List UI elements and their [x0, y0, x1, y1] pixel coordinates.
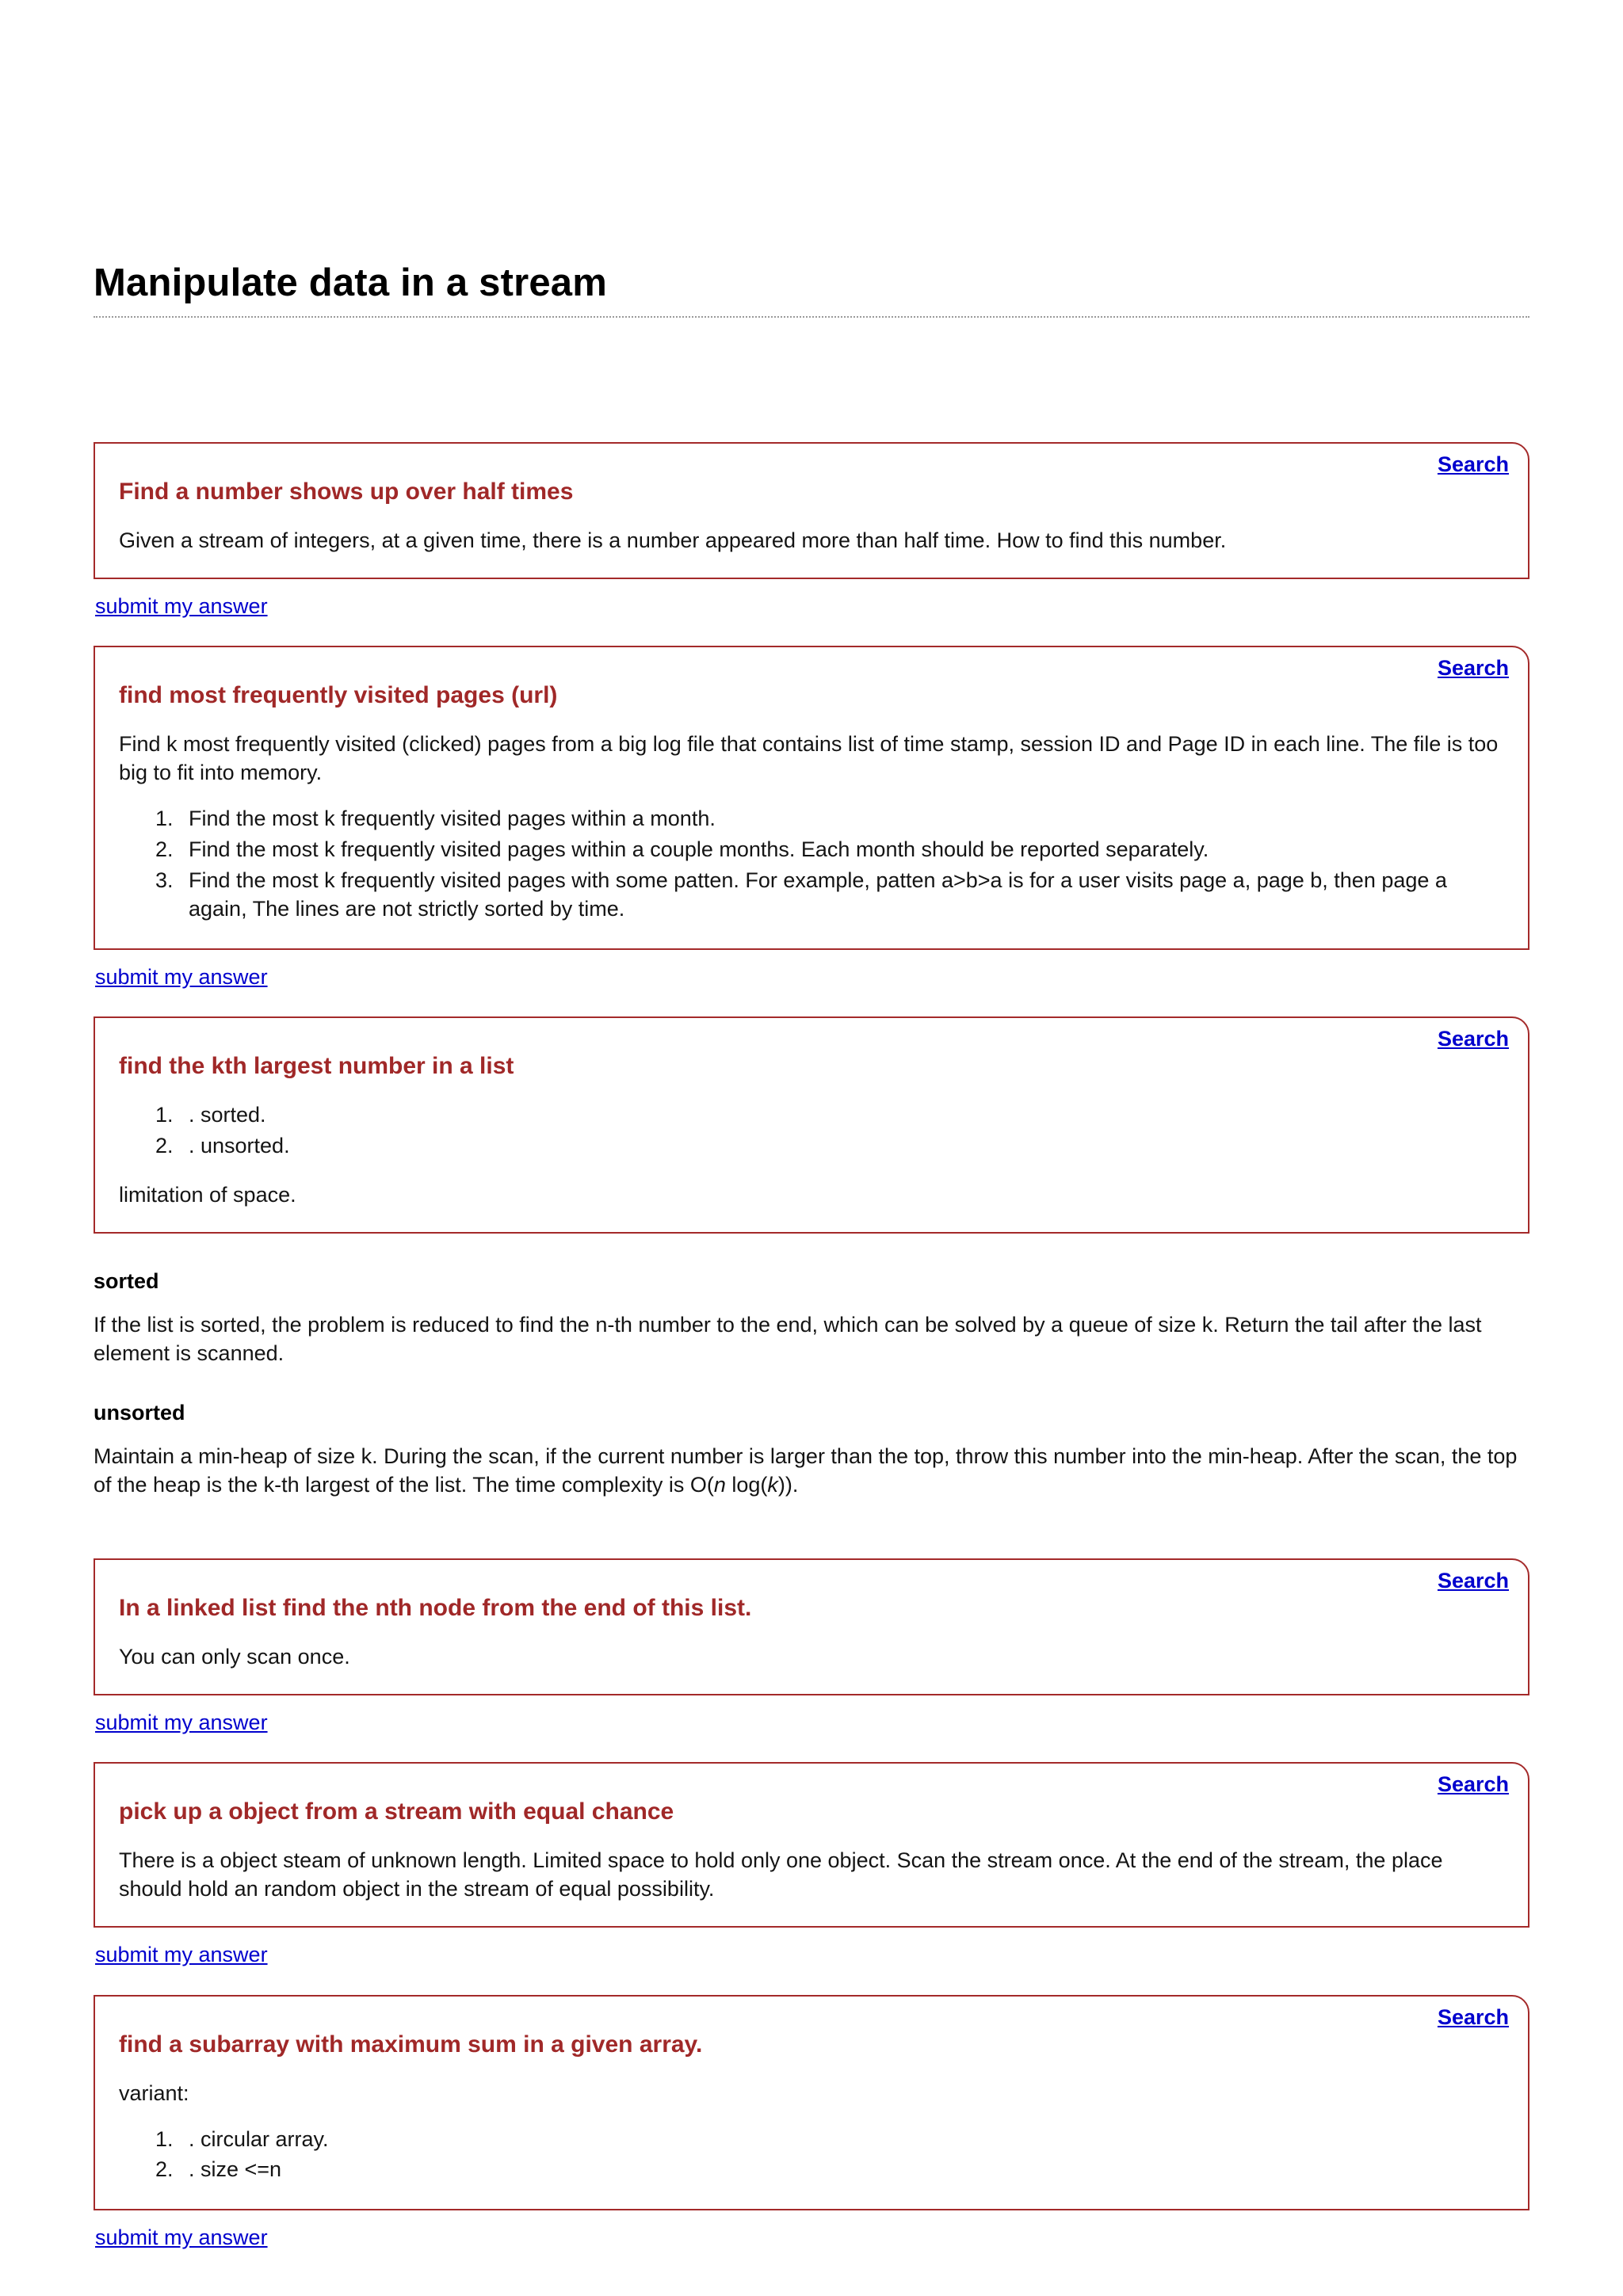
box-spacer — [94, 990, 1529, 1016]
page-title: Manipulate data in a stream — [94, 261, 1529, 318]
page-title-container — [94, 0, 1529, 318]
question-box-nth-node — [94, 1558, 1529, 1695]
answer-section-text: If the list is sorted, the problem is reduced to find the n-th number to the end, which can be solved by a queue of size k. Return the tail after the last element is scanned. — [94, 1313, 1482, 1366]
submit-my-answer-link[interactable]: submit my answer — [95, 964, 268, 989]
question-title: pick up a object from a stream with equal chance — [119, 1798, 674, 1825]
question-title: Find a number shows up over half times — [119, 478, 574, 505]
answer-text-suffix: )). — [777, 1473, 799, 1497]
question-ordered-list — [119, 2126, 1504, 2185]
question-box-max-subarray — [94, 1995, 1529, 2211]
list-item: 2. . size <=n — [179, 2156, 1504, 2184]
question-title: find a subarray with maximum sum in a given array. — [119, 2031, 703, 2058]
list-item: 3. Find the most k frequently visited pages with some patten. For example, patten a>b>a is for a user visits page a, page b, then page a again, The lines are not strictly sorted by time. — [179, 867, 1504, 924]
search-link[interactable]: Search — [1437, 2004, 1509, 2029]
list-item: 2. Find the most k frequently visited pages within a couple months. Each month should be reported separately. — [179, 836, 1504, 864]
list-item: 1. Find the most k frequently visited pages within a month. — [179, 805, 1504, 833]
question-box-equal-chance — [94, 1762, 1529, 1928]
question-note: limitation of space. — [119, 1182, 296, 1207]
search-link[interactable]: Search — [1437, 1772, 1509, 1797]
question-box-half-times — [94, 442, 1529, 579]
answer-section-unsorted — [94, 1400, 1529, 1500]
question-ordered-list — [119, 805, 1504, 924]
question-text: Find k most frequently visited (clicked) pages from a big log file that contains list of time stamp, session ID and Page ID in each line. The file is too big to fit into memory. — [119, 732, 1499, 785]
math-variable-n: n — [713, 1473, 726, 1497]
list-item: 2. . unsorted. — [179, 1132, 1504, 1161]
box-spacer — [94, 1968, 1529, 1995]
submit-my-answer-link[interactable]: submit my answer — [95, 593, 268, 618]
box-spacer — [94, 619, 1529, 646]
question-title: find the kth largest number in a list — [119, 1053, 514, 1079]
search-link[interactable]: Search — [1437, 656, 1509, 681]
answer-section-heading: sorted — [94, 1268, 159, 1293]
list-item: 1. . sorted. — [179, 1101, 1504, 1130]
search-link[interactable]: Search — [1437, 1569, 1509, 1593]
question-text: There is a object steam of unknown length. Limited space to hold only one object. Scan the stream once. At the end of the stream, the place should hold an random object in the stream of equal possibility. — [119, 1848, 1443, 1901]
answer-section-sorted — [94, 1268, 1529, 1368]
question-text: Given a stream of integers, at a given time, there is a number appeared more than half time. How to find this number. — [119, 528, 1227, 552]
title-spacer — [94, 318, 1529, 442]
question-box-kth-largest — [94, 1016, 1529, 1234]
submit-my-answer-link[interactable]: submit my answer — [95, 1943, 268, 1967]
box-spacer — [94, 1735, 1529, 1762]
question-text: variant: — [119, 2081, 189, 2105]
answer-section-text — [94, 1443, 1529, 1500]
math-variable-k: k — [767, 1473, 778, 1497]
sections-spacer — [94, 1500, 1529, 1558]
search-link[interactable]: Search — [1437, 452, 1509, 476]
answer-section-heading: unsorted — [94, 1400, 185, 1425]
question-box-frequent-pages — [94, 646, 1529, 949]
answer-text-prefix: Maintain a min-heap of size k. During the scan, if the current number is larger than the top, throw this number into the min-heap. After the scan, the top of the heap is the k-th largest of the list. The time complexity is O( — [94, 1444, 1518, 1497]
question-title: In a linked list find the nth node from the end of this list. — [119, 1595, 752, 1622]
question-text: You can only scan once. — [119, 1645, 350, 1669]
submit-my-answer-link[interactable]: submit my answer — [95, 2225, 268, 2250]
answer-text-mid: log( — [725, 1473, 768, 1497]
question-ordered-list — [119, 1101, 1504, 1161]
submit-my-answer-link[interactable]: submit my answer — [95, 1711, 268, 1735]
search-link[interactable]: Search — [1437, 1027, 1509, 1051]
question-title: find most frequently visited pages (url) — [119, 682, 558, 709]
list-item: 1. . circular array. — [179, 2126, 1504, 2154]
